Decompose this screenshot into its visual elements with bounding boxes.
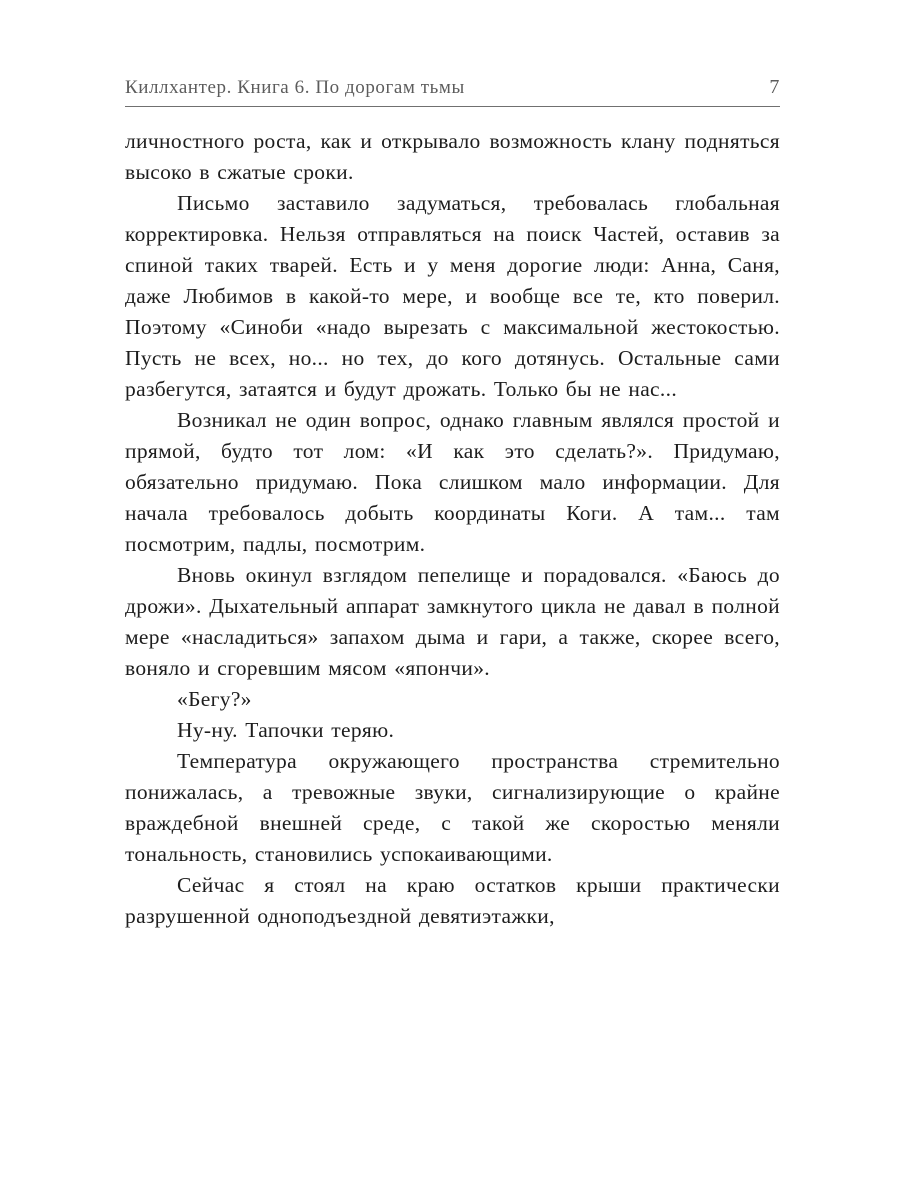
running-title: Киллхантер. Книга 6. По дорогам тьмы (125, 77, 465, 98)
paragraph: Возникал не один вопрос, однако главным являлся простой и прямой, будто тот лом: «И как это сделать?». Придумаю, обязательно придумаю. Пока слишком мало информации. Для начала требовалось добыть координаты Коги. А там... там посмотрим, падлы, посмотрим. (125, 408, 780, 556)
paragraph: личностного роста, как и открывало возможность клану подняться высоко в сжатые сроки. (125, 129, 780, 184)
paragraph: Сейчас я стоял на краю остатков крыши практически разрушенной одноподъездной девятиэтажки, (125, 873, 780, 928)
page-number: 7 (769, 76, 780, 98)
paragraph: Температура окружающего пространства стремительно понижалась, а тревожные звуки, сигнализирующие о крайне враждебной внешней среде, с такой же скоростью меняли тональность, становились успокаивающими. (125, 749, 780, 866)
page-body (125, 126, 780, 932)
paragraph: Ну-ну. Тапочки теряю. (177, 718, 395, 742)
page-header (125, 76, 780, 107)
paragraph: Вновь окинул взглядом пепелище и порадовался. «Баюсь до дрожи». Дыхательный аппарат замкнутого цикла не давал в полной мере «насладиться» запахом дыма и гари, а также, скорее всего, воняло и сгоревшим мясом «япончи». (125, 563, 780, 680)
paragraph: Письмо заставило задуматься, требовалась глобальная корректировка. Нельзя отправляться на поиск Частей, оставив за спиной таких тварей. Есть и у меня дорогие люди: Анна, Саня, даже Любимов в какой-то мере, и вообще все те, кто поверил. Поэтому «Синоби «надо вырезать с максимальной жестокостью. Пусть не всех, но... но тех, до кого дотянусь. Остальные сами разбегутся, затаятся и будут дрожать. Только бы не нас... (125, 191, 780, 401)
paragraph: «Бегу?» (177, 687, 252, 711)
